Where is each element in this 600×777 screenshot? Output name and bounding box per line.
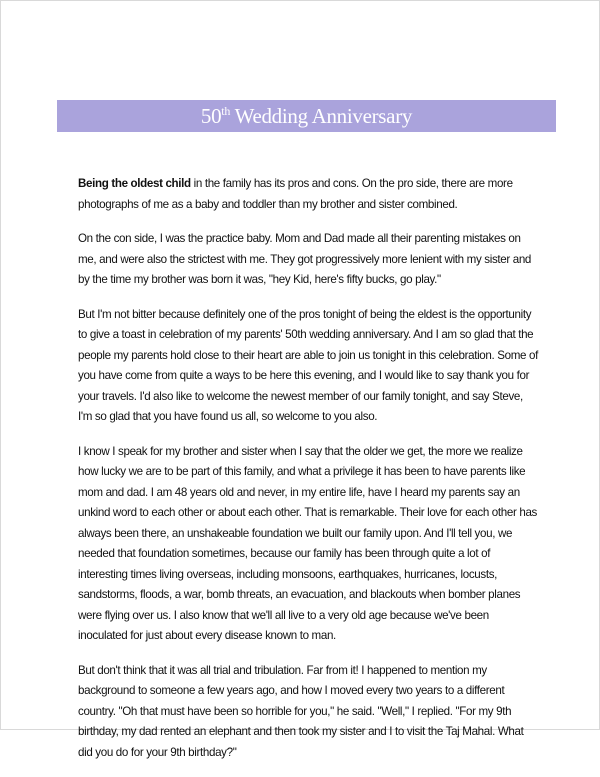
title-ordinal-suffix: th <box>221 104 231 118</box>
paragraph-4: I know I speak for my brother and sister when I say that the older we get, the more we realize how lucky we are to be part of this family, and what a privilege it has been to have parents like mom and dad. I am 48 years old and never, in my entire life, have I heard my parents say an unkind word to each other or about each other. That is remarkable. Their love for each other has always been there, an unshakeable foundation we built our family upon. And I'll tell you, we needed that foundation sometimes, because our family has been through quite a lot of interesting times living overseas, including monsoons, earthquakes, hurricanes, locusts, sandstorms, floods, a war, bomb threats, an evacuation, and blackouts when bomber planes were flying over us. I also know that we'll all live to a very old age because we've been inoculated for just about every disease known to man. <box>78 444 537 642</box>
document-title <box>201 100 412 132</box>
paragraph-1-text: in the family has its pros and cons. On the pro side, there are more photographs of me as a baby and toddler than my brother and sister combined. <box>78 177 513 211</box>
paragraph-1-lead: Being the oldest child <box>78 177 191 190</box>
paragraph-5: But don't think that it was all trial and tribulation. Far from it! I happened to mention my background to someone a few years ago, and how I moved every two years to a different country. "Oh that must have been so horrible for you," he said. "Well," I replied. "For my 9th birthday, my dad rented an elephant and then took my sister and I to visit the Taj Mahal. What did you do for your 9th birthday?" <box>78 663 524 759</box>
speech-body <box>78 174 538 777</box>
paragraph-3: But I'm not bitter because definitely one of the pros tonight of being the eldest is the opportunity to give a toast in celebration of my parents' 50th wedding anniversary. And I am so glad that the people my parents hold close to their heart are able to join us tonight in this celebration. Some of you have come from quite a ways to be here this evening, and I would like to say thank you for your travels. I'd also like to welcome the newest member of our family tonight, and say Steve, I'm so glad that you have found us all, so welcome to you also. <box>78 307 538 423</box>
title-number: 50 <box>200 104 222 128</box>
title-text: Wedding Anniversary <box>230 104 413 128</box>
paragraph-2: On the con side, I was the practice baby. Mom and Dad made all their parenting mistakes on me, and were also the strictest with me. They got progressively more lenient with my sister and by the time my brother was born it was, "hey Kid, here's fifty bucks, go play." <box>78 232 532 286</box>
paragraph-1 <box>78 174 538 215</box>
title-banner <box>57 100 556 132</box>
